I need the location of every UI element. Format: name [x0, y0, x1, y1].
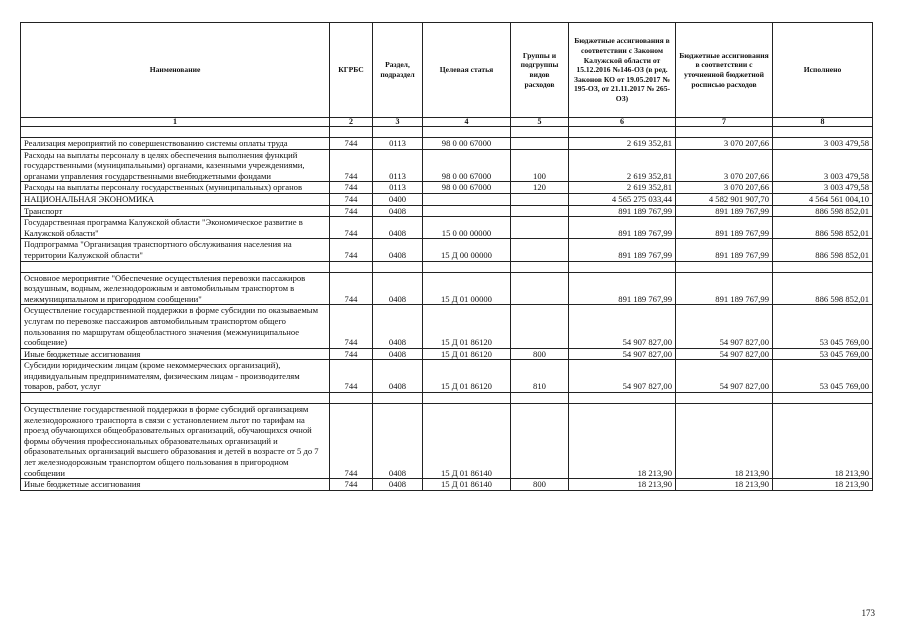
column-number: 1 [21, 118, 330, 127]
spacer-cell [569, 261, 676, 272]
cell-law-allocations: 2 619 352,81 [569, 149, 676, 182]
header-target-article: Целевая статья [423, 23, 511, 118]
cell-name: Расходы на выплаты персоналу в целях обеспечения выполнения функций государственными (муниципальными) органами, казенными учреждениями, органами управления государственными внебюджетными фондами [21, 149, 330, 182]
header-expense-type: Группы и подгруппы видов расходов [511, 23, 569, 118]
cell-revised-allocations: 3 070 207,66 [676, 138, 773, 150]
cell-revised-allocations: 54 907 827,00 [676, 348, 773, 360]
cell-revised-allocations: 3 070 207,66 [676, 182, 773, 194]
cell-revised-allocations: 891 189 767,99 [676, 239, 773, 261]
cell-section: 0408 [373, 479, 423, 491]
cell-revised-allocations: 54 907 827,00 [676, 305, 773, 348]
spacer-cell [569, 127, 676, 138]
spacer-cell [773, 261, 873, 272]
cell-expense-type: 810 [511, 360, 569, 393]
table-row [21, 305, 873, 348]
cell-executed: 3 003 479,58 [773, 182, 873, 194]
cell-section: 0408 [373, 205, 423, 217]
header-executed: Исполнено [773, 23, 873, 118]
cell-name: Основное мероприятие "Обеспечение осуществления перевозки пассажиров воздушным, водным, железнодорожным и автомобильным транспортом в межмуниципальном и пригородном сообщении" [21, 272, 330, 305]
cell-target-article: 15 Д 00 00000 [423, 239, 511, 261]
spacer-cell [373, 261, 423, 272]
table-body [21, 127, 873, 491]
cell-name: Подпрограмма "Организация транспортного обслуживания населения на территории Калужской области" [21, 239, 330, 261]
cell-law-allocations: 54 907 827,00 [569, 348, 676, 360]
cell-law-allocations: 891 189 767,99 [569, 239, 676, 261]
table-row [21, 348, 873, 360]
cell-target-article: 15 Д 01 86120 [423, 305, 511, 348]
spacer-cell [330, 393, 373, 404]
cell-kgrbs: 744 [330, 305, 373, 348]
column-number: 4 [423, 118, 511, 127]
table-row [21, 205, 873, 217]
cell-name: Субсидии юридическим лицам (кроме некоммерческих организаций), индивидуальным предпринимателям, физическим лицам - производителям товаров, работ, услуг [21, 360, 330, 393]
cell-revised-allocations: 891 189 767,99 [676, 272, 773, 305]
spacer-cell [511, 127, 569, 138]
cell-expense-type [511, 404, 569, 479]
cell-name: Иные бюджетные ассигнования [21, 348, 330, 360]
cell-target-article [423, 193, 511, 205]
spacer-cell [511, 261, 569, 272]
cell-expense-type [511, 193, 569, 205]
cell-kgrbs: 744 [330, 239, 373, 261]
cell-expense-type [511, 138, 569, 150]
cell-law-allocations: 54 907 827,00 [569, 305, 676, 348]
cell-section: 0408 [373, 348, 423, 360]
page-number: 173 [861, 608, 875, 618]
cell-name: Расходы на выплаты персоналу государственных (муниципальных) органов [21, 182, 330, 194]
cell-revised-allocations: 4 582 901 907,70 [676, 193, 773, 205]
cell-executed: 4 564 561 004,10 [773, 193, 873, 205]
cell-kgrbs: 744 [330, 404, 373, 479]
spacer-cell [773, 127, 873, 138]
cell-target-article: 98 0 00 67000 [423, 138, 511, 150]
cell-expense-type: 120 [511, 182, 569, 194]
cell-target-article: 15 Д 01 86120 [423, 360, 511, 393]
spacer-cell [569, 393, 676, 404]
cell-target-article: 15 Д 01 86140 [423, 404, 511, 479]
header-kgrbs: КГРБС [330, 23, 373, 118]
spacer-cell [21, 127, 330, 138]
cell-law-allocations: 18 213,90 [569, 404, 676, 479]
spacer-cell [676, 261, 773, 272]
spacer-cell [330, 127, 373, 138]
cell-kgrbs: 744 [330, 479, 373, 491]
cell-kgrbs: 744 [330, 193, 373, 205]
cell-target-article: 98 0 00 67000 [423, 182, 511, 194]
table-row [21, 149, 873, 182]
cell-executed: 3 003 479,58 [773, 149, 873, 182]
cell-target-article: 98 0 00 67000 [423, 149, 511, 182]
spacer-cell [423, 393, 511, 404]
cell-name: Транспорт [21, 205, 330, 217]
table-row [21, 360, 873, 393]
cell-revised-allocations: 18 213,90 [676, 404, 773, 479]
cell-name: НАЦИОНАЛЬНАЯ ЭКОНОМИКА [21, 193, 330, 205]
header-law-allocations: Бюджетные ассигнования в соответствии с Законом Калужской области от 15.12.2016 №146-ОЗ (в ред. Законов КО от 19.05.2017 № 195-ОЗ, от 21.11.2017 № 265-ОЗ) [569, 23, 676, 118]
cell-section: 0113 [373, 182, 423, 194]
spacer-cell [21, 261, 330, 272]
cell-section: 0408 [373, 360, 423, 393]
table-row [21, 193, 873, 205]
cell-executed: 3 003 479,58 [773, 138, 873, 150]
cell-law-allocations: 891 189 767,99 [569, 272, 676, 305]
cell-name: Реализация мероприятий по совершенствованию системы оплаты труда [21, 138, 330, 150]
budget-table [20, 22, 873, 491]
spacer-cell [423, 261, 511, 272]
table-row [21, 217, 873, 239]
column-number: 8 [773, 118, 873, 127]
column-number-row [21, 118, 873, 127]
header-revised-allocations: Бюджетные ассигнования в соответствии с уточненной бюджетной росписью расходов [676, 23, 773, 118]
cell-executed: 53 045 769,00 [773, 360, 873, 393]
column-number: 6 [569, 118, 676, 127]
cell-target-article: 15 Д 01 86140 [423, 479, 511, 491]
cell-law-allocations: 54 907 827,00 [569, 360, 676, 393]
table-row [21, 479, 873, 491]
cell-revised-allocations: 3 070 207,66 [676, 149, 773, 182]
column-number: 5 [511, 118, 569, 127]
header-name: Наименование [21, 23, 330, 118]
cell-target-article: 15 0 00 00000 [423, 217, 511, 239]
column-number: 3 [373, 118, 423, 127]
table-row [21, 272, 873, 305]
cell-target-article: 15 Д 01 00000 [423, 272, 511, 305]
cell-law-allocations: 891 189 767,99 [569, 205, 676, 217]
cell-section: 0408 [373, 404, 423, 479]
cell-executed: 886 598 852,01 [773, 239, 873, 261]
cell-revised-allocations: 891 189 767,99 [676, 205, 773, 217]
cell-kgrbs: 744 [330, 205, 373, 217]
cell-executed: 886 598 852,01 [773, 272, 873, 305]
cell-executed: 53 045 769,00 [773, 348, 873, 360]
cell-name: Осуществление государственной поддержки в форме субсидий организациям железнодорожного транспорта в связи с установлением льгот по тарифам на проезд обучающихся общеобразовательных организаций, обучающихся очной формы обучения профессиональных образовательных организаций и образовательных организаций высшего образования и детей в возрасте от 5 до 7 лет железнодорожным транспортом общего пользования в пригородном сообщении [21, 404, 330, 479]
table-row [21, 138, 873, 150]
cell-section: 0408 [373, 272, 423, 305]
cell-kgrbs: 744 [330, 149, 373, 182]
cell-executed: 886 598 852,01 [773, 205, 873, 217]
cell-revised-allocations: 891 189 767,99 [676, 217, 773, 239]
cell-section: 0408 [373, 239, 423, 261]
table-header [21, 23, 873, 127]
cell-expense-type [511, 305, 569, 348]
spacer-cell [330, 261, 373, 272]
header-section: Раздел, подраздел [373, 23, 423, 118]
table-row [21, 239, 873, 261]
cell-expense-type [511, 205, 569, 217]
cell-revised-allocations: 18 213,90 [676, 479, 773, 491]
cell-law-allocations: 2 619 352,81 [569, 182, 676, 194]
cell-expense-type: 800 [511, 479, 569, 491]
cell-expense-type: 800 [511, 348, 569, 360]
cell-name: Иные бюджетные ассигнования [21, 479, 330, 491]
spacer-cell [21, 393, 330, 404]
cell-section: 0400 [373, 193, 423, 205]
spacer-cell [373, 393, 423, 404]
spacer-row [21, 127, 873, 138]
column-number: 2 [330, 118, 373, 127]
cell-expense-type [511, 272, 569, 305]
spacer-row [21, 393, 873, 404]
table-row [21, 404, 873, 479]
cell-revised-allocations: 54 907 827,00 [676, 360, 773, 393]
cell-kgrbs: 744 [330, 360, 373, 393]
cell-law-allocations: 4 565 275 033,44 [569, 193, 676, 205]
cell-section: 0113 [373, 149, 423, 182]
cell-expense-type: 100 [511, 149, 569, 182]
spacer-cell [676, 127, 773, 138]
cell-target-article [423, 205, 511, 217]
cell-expense-type [511, 239, 569, 261]
cell-executed: 53 045 769,00 [773, 305, 873, 348]
cell-expense-type [511, 217, 569, 239]
cell-executed: 18 213,90 [773, 479, 873, 491]
cell-name: Государственная программа Калужской области "Экономическое развитие в Калужской области" [21, 217, 330, 239]
cell-kgrbs: 744 [330, 138, 373, 150]
cell-kgrbs: 744 [330, 272, 373, 305]
spacer-cell [676, 393, 773, 404]
spacer-row [21, 261, 873, 272]
cell-kgrbs: 744 [330, 217, 373, 239]
cell-section: 0408 [373, 217, 423, 239]
spacer-cell [423, 127, 511, 138]
cell-executed: 18 213,90 [773, 404, 873, 479]
cell-kgrbs: 744 [330, 182, 373, 194]
cell-executed: 886 598 852,01 [773, 217, 873, 239]
cell-name: Осуществление государственной поддержки в форме субсидии по оказываемым услугам по перевозке пассажиров автомобильным транспортом общего пользования по маршрутам общеобластного значения (межмуниципальное сообщение) [21, 305, 330, 348]
column-number: 7 [676, 118, 773, 127]
cell-section: 0113 [373, 138, 423, 150]
cell-section: 0408 [373, 305, 423, 348]
cell-kgrbs: 744 [330, 348, 373, 360]
spacer-cell [773, 393, 873, 404]
spacer-cell [511, 393, 569, 404]
table-row [21, 182, 873, 194]
cell-law-allocations: 2 619 352,81 [569, 138, 676, 150]
spacer-cell [373, 127, 423, 138]
cell-target-article: 15 Д 01 86120 [423, 348, 511, 360]
cell-law-allocations: 18 213,90 [569, 479, 676, 491]
cell-law-allocations: 891 189 767,99 [569, 217, 676, 239]
